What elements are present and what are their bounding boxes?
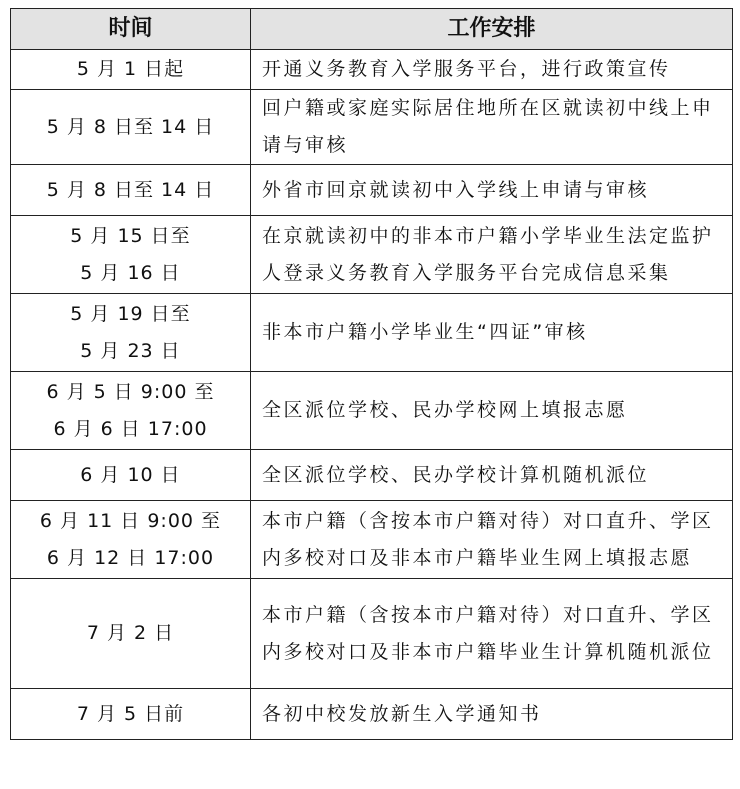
time-cell: [11, 372, 251, 450]
table-row: [11, 216, 733, 294]
task-cell: 回户籍或家庭实际居住地所在区就读初中线上申请与审核: [251, 90, 733, 165]
time-text: 6 月 10 日: [80, 463, 181, 486]
task-cell: 全区派位学校、民办学校计算机随机派位: [251, 450, 733, 501]
time-text: 5 月 19 日至: [70, 302, 191, 325]
table-row: [11, 450, 733, 501]
time-text: 5 月 15 日至: [70, 224, 191, 247]
task-cell: 外省市回京就读初中入学线上申请与审核: [251, 165, 733, 216]
time-cell: [11, 90, 251, 165]
time-text: 5 月 8 日至 14 日: [46, 178, 215, 201]
time-cell: [11, 501, 251, 579]
time-cell: [11, 450, 251, 501]
time-text: 6 月 5 日 9:00 至: [46, 380, 215, 403]
time-cell: [11, 689, 251, 740]
time-cell: [11, 216, 251, 294]
table-row: [11, 579, 733, 689]
table-row: [11, 294, 733, 372]
time-text: 6 月 6 日 17:00: [53, 417, 208, 440]
table-row: [11, 372, 733, 450]
time-text: 7 月 5 日前: [76, 702, 185, 725]
table-body: [11, 50, 733, 740]
header-row: [11, 9, 733, 50]
task-cell: 在京就读初中的非本市户籍小学毕业生法定监护人登录义务教育入学服务平台完成信息采集: [251, 216, 733, 294]
time-text: 6 月 12 日 17:00: [46, 546, 215, 569]
task-cell: 全区派位学校、民办学校网上填报志愿: [251, 372, 733, 450]
table-row: [11, 689, 733, 740]
header-time: 时间: [11, 9, 251, 50]
task-cell: 本市户籍（含按本市户籍对待）对口直升、学区内多校对口及非本市户籍毕业生计算机随机派位: [251, 579, 733, 689]
task-cell: 开通义务教育入学服务平台，进行政策宣传: [251, 50, 733, 90]
header-task: 工作安排: [251, 9, 733, 50]
time-text: 5 月 16 日: [80, 261, 181, 284]
schedule-table: [10, 8, 733, 740]
time-text: 6 月 11 日 9:00 至: [39, 509, 222, 532]
table-row: [11, 90, 733, 165]
task-cell: 本市户籍（含按本市户籍对待）对口直升、学区内多校对口及非本市户籍毕业生网上填报志愿: [251, 501, 733, 579]
time-text: 5 月 1 日起: [76, 58, 185, 80]
time-cell: [11, 165, 251, 216]
table-row: [11, 50, 733, 90]
task-cell: 各初中校发放新生入学通知书: [251, 689, 733, 740]
time-cell: [11, 50, 251, 90]
table-header: [11, 9, 733, 50]
time-cell: [11, 579, 251, 689]
task-cell: 非本市户籍小学毕业生“四证”审核: [251, 294, 733, 372]
time-text: 5 月 8 日至 14 日: [46, 115, 215, 138]
time-cell: [11, 294, 251, 372]
table-row: [11, 501, 733, 579]
time-text: 7 月 2 日: [86, 622, 175, 644]
table-row: [11, 165, 733, 216]
time-text: 5 月 23 日: [80, 339, 181, 362]
